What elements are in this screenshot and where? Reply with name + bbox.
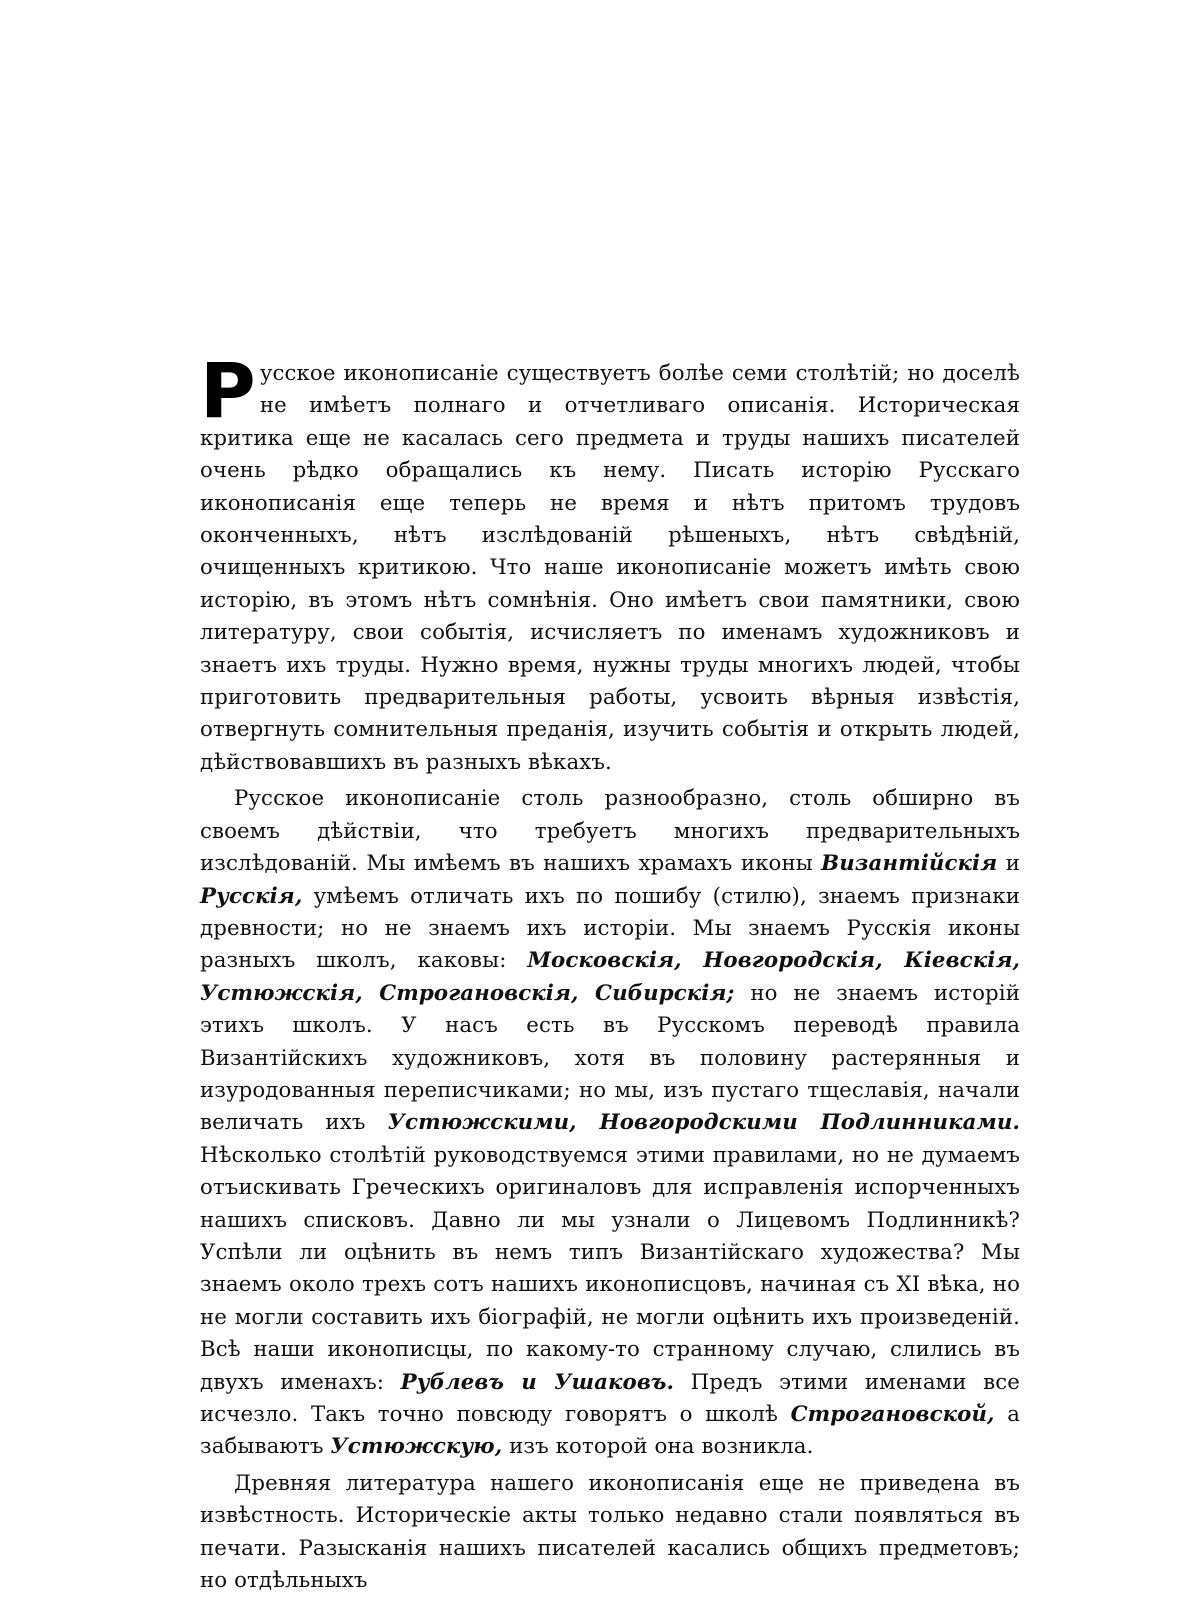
paragraph <box>200 346 1020 779</box>
text-run: умѣемъ отличать ихъ по пошибу (стилю), знаемъ признаки древности; но не знаемъ ихъ исторіи. Мы знаемъ Русскія иконы разныхъ школъ, каковы: <box>200 883 1020 974</box>
drop-cap: Р <box>200 346 256 435</box>
emphasis-text: Русскія, <box>200 883 303 909</box>
text-run: но не знаемъ исторій этихъ школъ. У насъ есть въ Русскомъ переводѣ правила Византійскихъ художниковъ, хотя въ половину растерянныя и изуродованныя переписчиками; но мы, изъ пустаго тщеславія, начали величать ихъ <box>200 980 1020 1136</box>
paragraph <box>200 1468 1020 1598</box>
emphasis-text: Московскія, Новгородскія, Кіевскія, Устюжскія, Строгановскія, Сибирскія; <box>200 948 1021 1006</box>
paragraph-text: Древняя литература нашего иконописанія еще не приведена въ извѣстность. Историческіе акты только недавно стали появляться въ печати. Разысканія нашихъ писателей касались общихъ предметовъ; но отдѣльныхъ <box>200 1470 1020 1594</box>
text-run: изъ которой она возникла. <box>502 1434 814 1460</box>
paragraph <box>200 783 1020 1464</box>
emphasis-text: Строгановской, <box>790 1402 995 1427</box>
emphasis-text: Устюжскую, <box>330 1434 503 1460</box>
text-run: Предъ этими именами все исчезло. Такъ точно повсюду говорятъ о школѣ <box>200 1369 1020 1427</box>
body-text <box>200 346 1021 1601</box>
emphasis-text: Византійскія <box>821 851 998 877</box>
emphasis-text: Рублевъ и Ушаковъ. <box>400 1369 675 1395</box>
text-run: и <box>997 851 1020 877</box>
emphasis-text: Устюжскими, Новгородскими Подлинниками. <box>387 1110 1020 1136</box>
text-run: Русское иконописаніе столь разнообразно, столь обширно въ своемъ дѣйствіи, что требуетъ многихъ предварительныхъ изслѣдованій. Мы имѣемъ въ нашихъ храмахъ иконы <box>200 786 1020 877</box>
text-run: Нѣсколько столѣтій руководствуемся этими правилами, но не думаемъ отъискивать Греческихъ оригиналовъ для исправленія испорченныхъ нашихъ списковъ. Давно ли мы узнали о Лицевомъ Подлинникѣ? Успѣли ли оцѣнить въ немъ типъ Византійскаго художества? Мы знаемъ около трехъ сотъ нашихъ иконописцовъ, начиная съ XI вѣка, но не могли составить ихъ біографій, не могли оцѣнить ихъ произведеній. Всѣ наши иконописцы, по какому-то странному случаю, слились въ двухъ именахъ: <box>200 1142 1020 1395</box>
paragraph-text: усское иконописаніе существуетъ болѣе семи столѣтій; но доселѣ не имѣетъ полнаго и отчетливаго описанія. Историческая критика еще не касалась сего предмета и труды нашихъ писателей очень рѣдко обращались къ нему. Писать исторію Русскаго иконописанія еще теперь не время и нѣтъ притомъ трудовъ оконченныхъ, нѣтъ изслѣдованій рѣшеныхъ, нѣтъ свѣдѣній, очищенныхъ критикою. Что наше иконописаніе можетъ имѣть свою исторію, въ этомъ нѣтъ сомнѣнія. Оно имѣетъ свои памятники, свою литературу, свои событія, исчисляетъ по именамъ художниковъ и знаетъ ихъ труды. Нужно время, нужны труды многихъ людей, чтобы приготовить предварительныя работы, усвоить вѣрныя извѣстія, отвергнуть сомнительныя преданія, изучить событія и открыть людей, дѣйствовавшихъ въ разныхъ вѣкахъ. <box>200 361 1020 775</box>
text-run: а забываютъ <box>200 1402 1020 1460</box>
